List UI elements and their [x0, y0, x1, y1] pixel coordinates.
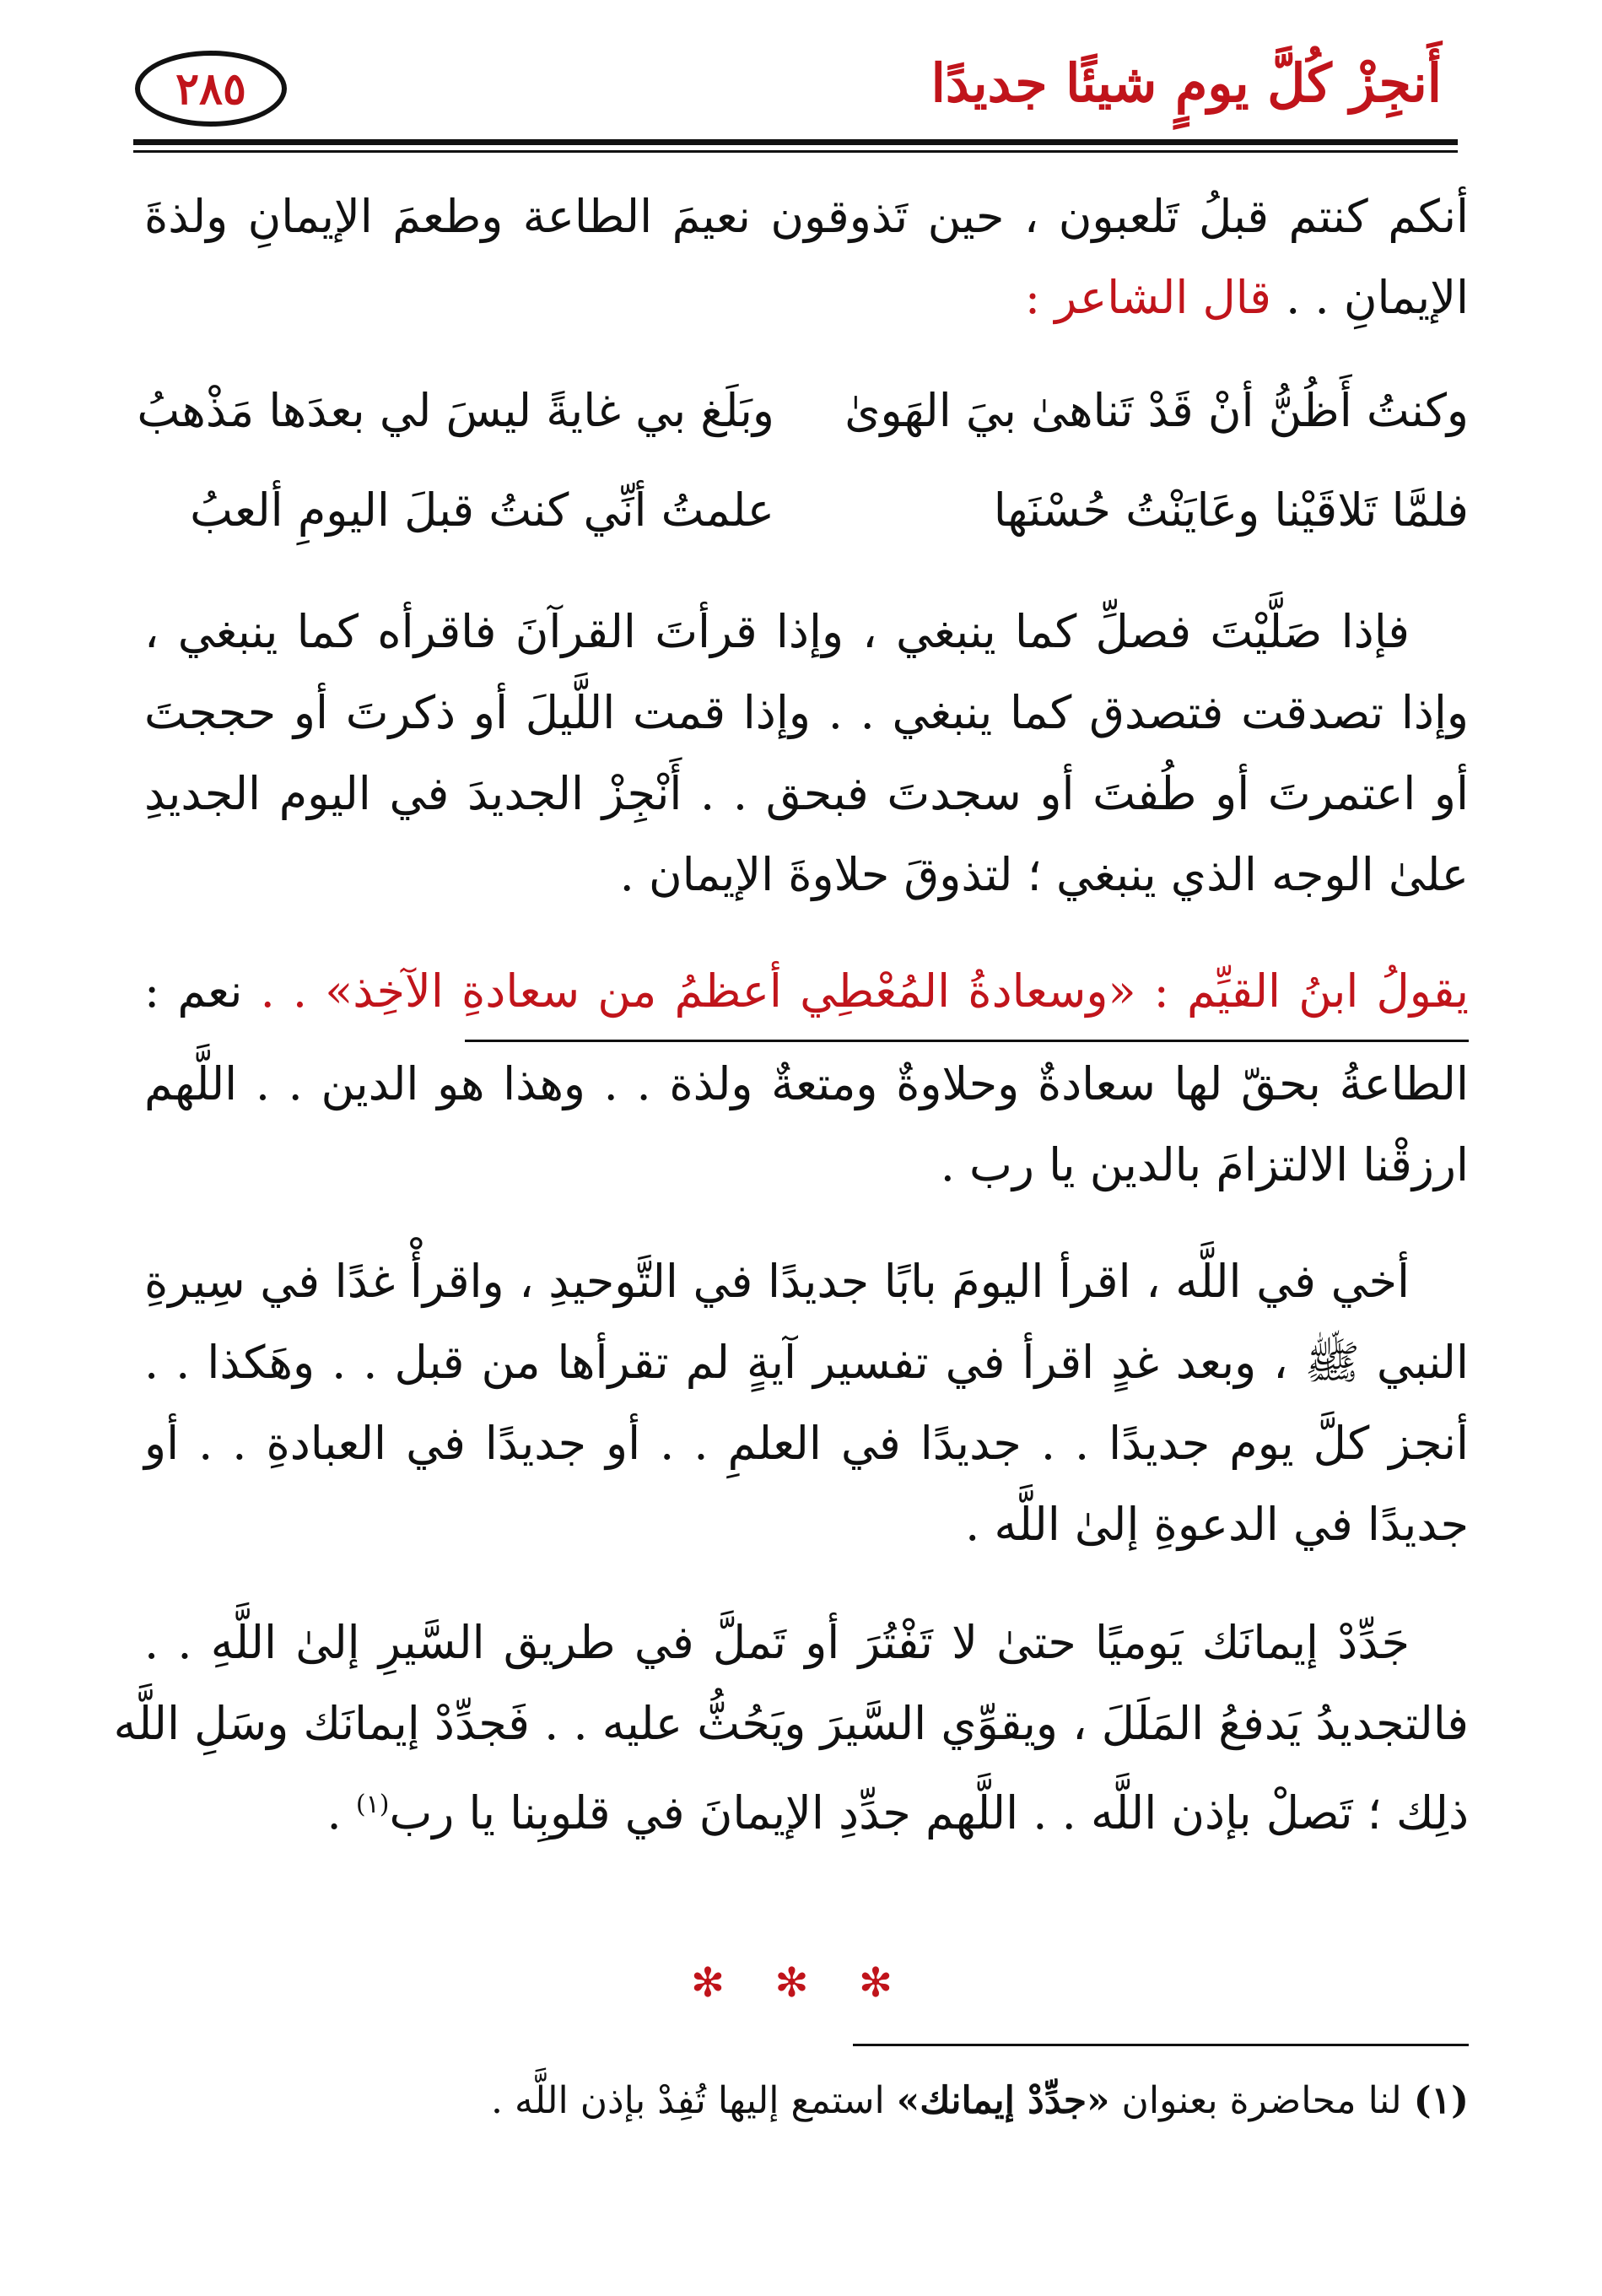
p3-line2: الطاعةُ بحقّ لها سعادةٌ وحلاوةٌ ومتعةٌ ولذة . . وهذا هو الدين . . اللَّهم — [144, 1057, 1469, 1110]
page-number-text: ٢٨٥ — [175, 62, 246, 115]
page-number — [135, 51, 287, 127]
p1-line2 — [144, 268, 1469, 327]
section-separator-stars: ✻ ✻ ✻ — [690, 1959, 912, 2007]
footnote-ref: (١) — [355, 1790, 390, 1819]
p2-line3: أو اعتمرتَ أو طُفتَ أو سجدتَ فبحق . . أَنْجِزْ الجديدَ في اليوم الجديدِ — [144, 767, 1469, 820]
p3-line1 — [144, 962, 1469, 1021]
p2-line4: علىٰ الوجه الذي ينبغي ؛ لتذوقَ حلاوةَ الإيمان . — [619, 848, 1469, 901]
quote-underline — [465, 1040, 1469, 1042]
footnote-text-before: لنا محاضرة بعنوان — [1121, 2079, 1402, 2122]
p4-line1: أخي في اللَّه ، اقرأ اليومَ بابًا جديدًا في التَّوحيدِ ، واقرأْ غدًا في سِيرةِ — [144, 1255, 1410, 1308]
footnote-rule — [853, 2044, 1469, 2046]
p2-line2: وإذا تصدقت فتصدق كما ينبغي . . وإذا قمت اللَّيلَ أو ذكرتَ أو حججتَ — [144, 686, 1469, 739]
p5-line3 — [144, 1775, 1469, 1843]
header-rule-thick — [133, 139, 1458, 145]
footnote-lecture-title: «جدِّدْ إيمانك» — [896, 2079, 1110, 2122]
p4-line4: جديدًا في الدعوةِ إلىٰ اللَّه . — [965, 1498, 1469, 1551]
poet-intro: قال الشاعر : — [1024, 271, 1271, 324]
running-title: أَنجِزْ كُلَّ يومٍ شيئًا جديدًا — [930, 52, 1442, 114]
p1-line2-start: الإيمانِ . . — [1286, 271, 1469, 324]
verse1-left: وبَلَغ بي غايةً ليسَ لي بعدَها مَذْهبُ — [137, 384, 774, 437]
p3-line1-end: نعم : — [144, 964, 243, 1018]
p5-line3-end: . — [326, 1786, 342, 1840]
p5-line2: فالتجديدُ يَدفعُ المَلَلَ ، ويقوِّي السَّيرَ ويَحُثُّ عليه . . فَجدِّدْ إيمانَك وسَلِ اللَّه — [113, 1697, 1469, 1750]
p5-line1: جَدِّدْ إيمانَك يَوميًا حتىٰ لا تَفْتُرَ أو تَملَّ في طريق السَّيرِ إلىٰ اللَّهِ . . — [144, 1616, 1410, 1669]
verse2-right: فلمَّا تَلاقَيْنا وعَايَنْتُ حُسْنَها — [993, 484, 1469, 537]
p5-line3-text: ذلِك ؛ تَصلْ بإذن اللَّه . . اللَّهم جدِّدِ الإيمانَ في قلوبِنا يا رب — [389, 1786, 1469, 1840]
ibn-qayyim-quote: يقولُ ابنُ القيِّم : «وسعادةُ المُعْطِي أعظمُ من سعادةِ الآخِذ» . . — [260, 964, 1469, 1018]
footnote — [144, 2076, 1469, 2126]
p1-line1: أنكم كنتم قبلُ تَلعبون ، حين تَذوقون نعيمَ الطاعة وطعمَ الإيمانِ ولذةَ — [144, 190, 1469, 243]
p2-line1: فإذا صَلَّيْتَ فصلِّ كما ينبغي ، وإذا قرأتَ القرآنَ فاقرأه كما ينبغي ، — [144, 605, 1410, 658]
verse2-left: علمتُ أنِّي كنتُ قبلَ اليومِ ألعبُ — [190, 484, 774, 537]
verse1-right: وكنتُ أَظُنُّ أنْ قَدْ تَناهىٰ بيَ الهَوىٰ — [844, 384, 1469, 437]
p4-line3: أنجز كلَّ يوم جديدًا . . جديدًا في العلمِ . . أو جديدًا في العبادةِ . . أو — [144, 1417, 1469, 1470]
p4-line2: النبي ﷺ ، وبعد غدٍ اقرأ في تفسير آيةٍ لم تقرأها من قبل . . وهَكذا . . — [144, 1336, 1469, 1389]
p3-line3: ارزقْنا الالتزامَ بالدين يا رب . — [940, 1138, 1469, 1191]
footnote-marker: (١) — [1413, 2079, 1469, 2122]
footnote-text-after: استمع إليها تُفِدْ بإذن اللَّه . — [491, 2079, 885, 2122]
header-rule-thin — [133, 150, 1458, 153]
